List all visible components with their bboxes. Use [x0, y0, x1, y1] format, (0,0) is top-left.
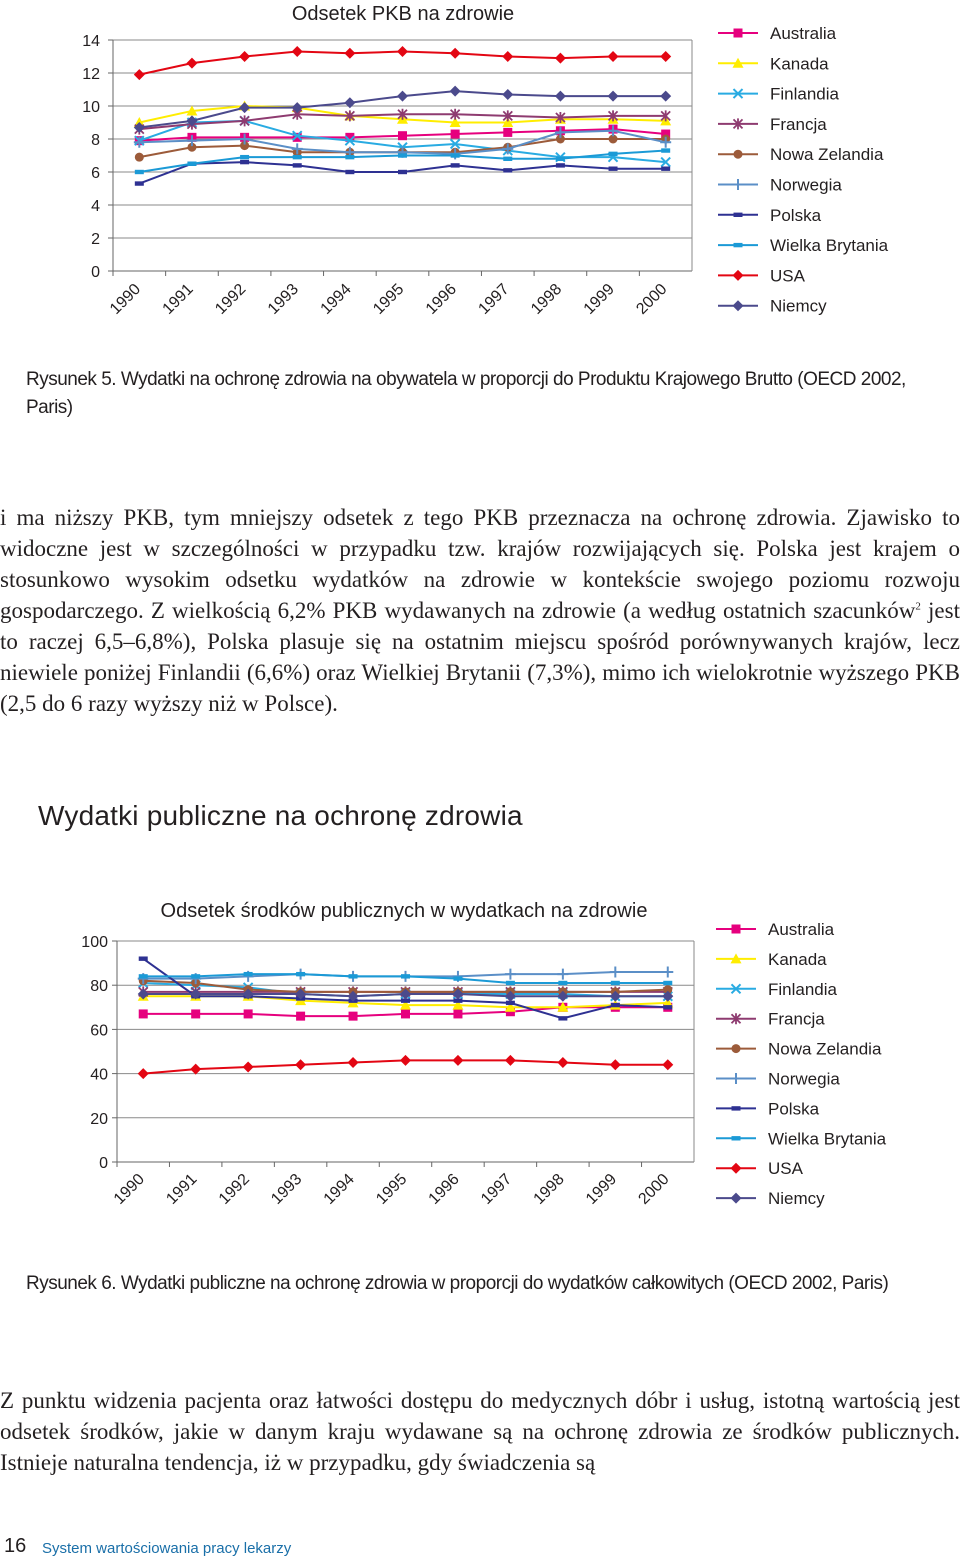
data-point	[611, 1003, 620, 1007]
y-tick-label: 80	[90, 978, 108, 996]
x-tick-label: 2000	[633, 280, 671, 318]
figure-5-caption: Rysunek 5. Wydatki na ochronę zdrowia na obywatela w proporcji do Produktu Krajowego Brutto (OECD 2002, Paris)	[26, 369, 906, 418]
legend-marker	[734, 243, 743, 247]
data-point	[344, 97, 355, 108]
legend-marker	[733, 300, 744, 311]
y-tick-label: 20	[90, 1110, 108, 1128]
data-point	[555, 91, 566, 102]
x-tick-label: 1994	[317, 280, 355, 318]
data-point	[134, 122, 145, 133]
data-point	[239, 102, 250, 113]
legend-item	[716, 1159, 804, 1178]
legend-item	[718, 54, 829, 73]
x-tick-label: 1995	[373, 1170, 411, 1208]
legend-item	[716, 950, 827, 969]
data-point	[556, 157, 565, 161]
x-tick-label: 1994	[320, 1170, 358, 1208]
data-point	[609, 152, 618, 156]
paragraph-1-text-a: i ma niższy PKB, tym mniejszy odsetek z tego PKB przeznacza na ochronę zdrowia. Zjawisko to widoczne jest w szczególności w przypadku tzw. krajów rozwijających się. Polska jest krajem o stosunkowo wysokim odsetku wydatków na zdrowie w kontekście swojego poziomu rozwoju gospodarczego. Z wielkością 6,2% PKB wydawanych na zdrowie (a według ostatnich szacunków	[0, 505, 960, 623]
data-point	[450, 86, 461, 97]
legend-marker	[733, 179, 744, 190]
series-polska	[135, 160, 670, 186]
chart-title: Odsetek środków publicznych w wydatkach na zdrowie	[160, 900, 648, 922]
data-point	[397, 91, 408, 102]
section-title: Wydatki publiczne na ochronę zdrowia	[38, 800, 523, 831]
legend-item	[718, 115, 827, 134]
page-number: 16	[4, 1535, 27, 1557]
x-tick-label: 1999	[580, 280, 618, 318]
legend-item	[716, 1189, 825, 1208]
data-point	[557, 969, 568, 980]
data-point	[349, 974, 358, 978]
y-tick-label: 100	[81, 934, 108, 951]
x-tick-label: 2000	[635, 1170, 673, 1208]
legend-marker	[732, 1136, 741, 1140]
data-point	[243, 1061, 254, 1072]
legend-label: Finlandia	[768, 979, 837, 999]
legend-marker	[731, 1193, 742, 1204]
legend-label: Francja	[768, 1009, 825, 1029]
y-tick-label: 2	[91, 231, 100, 248]
legend-label: Niemcy	[770, 296, 827, 316]
x-tick-label: 1990	[106, 280, 145, 318]
legend-item	[718, 145, 884, 164]
data-point	[663, 981, 672, 985]
data-point	[557, 1057, 568, 1068]
legend-marker	[732, 1106, 741, 1110]
data-point	[191, 974, 200, 978]
data-point	[345, 155, 354, 159]
data-point	[240, 160, 249, 164]
data-point	[450, 48, 461, 59]
y-tick-label: 14	[82, 33, 100, 50]
data-point	[398, 170, 407, 174]
data-point	[451, 163, 460, 167]
x-tick-label: 1991	[163, 1170, 201, 1208]
chart-title: Odsetek PKB na zdrowie	[291, 3, 515, 25]
data-point	[187, 162, 196, 166]
data-point	[453, 976, 462, 980]
y-tick-label: 8	[91, 132, 100, 149]
data-point	[660, 91, 671, 102]
data-point	[452, 1055, 463, 1066]
data-point	[345, 170, 354, 174]
legend-item	[718, 266, 806, 285]
x-tick-label: 1995	[370, 280, 408, 318]
legend-label: Francja	[770, 114, 827, 134]
data-point	[244, 1009, 253, 1018]
data-point	[138, 1068, 149, 1079]
legend-item	[716, 1099, 820, 1118]
footer-title: System wartościowania pracy lekarzy	[42, 1540, 292, 1557]
legend-marker	[734, 150, 743, 159]
data-point	[296, 1012, 305, 1021]
data-point	[240, 155, 249, 159]
data-point	[505, 1055, 516, 1066]
legend-item	[718, 24, 837, 43]
data-point	[556, 163, 565, 167]
data-point	[239, 51, 250, 62]
y-tick-label: 60	[90, 1022, 108, 1040]
legend-item	[716, 1040, 882, 1059]
x-tick-label: 1992	[215, 1170, 253, 1208]
data-point	[502, 89, 513, 100]
x-tick-label: 1993	[268, 1170, 306, 1208]
legend-item	[716, 980, 838, 999]
data-point	[348, 1057, 359, 1068]
data-point	[139, 956, 148, 960]
legend-label: USA	[768, 1159, 803, 1179]
figure-6-caption: Rysunek 6. Wydatki publiczne na ochronę zdrowia w proporcji do wydatków całkowitych (OECD 2002, Paris)	[26, 1273, 889, 1294]
data-point	[451, 130, 460, 139]
x-tick-label: 1998	[530, 1170, 568, 1208]
legend-label: Nowa Zelandia	[770, 145, 884, 165]
data-point	[400, 1055, 411, 1066]
data-point	[293, 163, 302, 167]
footnote-ref: 2	[915, 600, 921, 613]
y-tick-label: 4	[91, 198, 100, 215]
data-point	[244, 972, 253, 976]
data-point	[555, 53, 566, 64]
legend-label: Kanada	[768, 949, 827, 969]
x-tick-label: 1996	[422, 280, 460, 318]
data-point	[191, 1009, 200, 1018]
data-point	[397, 46, 408, 57]
data-point	[451, 153, 460, 157]
data-point	[398, 131, 407, 140]
legend-label: Finlandia	[770, 84, 839, 104]
paragraph-1-text-b: jest to raczej 6,5–6,8%), Polska plasuje się na ostatnim miejscu spośród porównywanych krajów, lecz niewiele poniżej Finlandii (6,6%) oraz Wielkiej Brytanii (7,3%), mimo ich wielokrotnie wyższego PKB (2,5 do 6 razy wyższy niż w Polsce).	[0, 598, 960, 716]
data-point	[344, 48, 355, 59]
chart-public-health-share	[0, 890, 960, 1230]
legend-marker	[732, 1044, 741, 1053]
data-point	[505, 969, 516, 980]
x-tick-label: 1991	[159, 280, 197, 318]
data-point	[661, 167, 670, 171]
data-point	[503, 128, 512, 137]
data-point	[503, 168, 512, 172]
legend-label: Australia	[770, 24, 837, 43]
y-tick-label: 6	[91, 165, 100, 182]
data-point	[135, 153, 144, 162]
data-point	[609, 167, 618, 171]
x-tick-label: 1999	[582, 1170, 621, 1208]
legend-label: Nowa Zelandia	[768, 1039, 882, 1059]
legend-label: Wielka Brytania	[768, 1129, 887, 1149]
series-australia	[135, 125, 670, 146]
series-usa	[138, 1055, 674, 1079]
data-point	[349, 1012, 358, 1021]
legend-label: Norwegia	[768, 1069, 840, 1089]
legend-label: Niemcy	[768, 1189, 825, 1209]
data-point	[558, 1016, 567, 1020]
data-point	[453, 1009, 462, 1018]
data-point	[190, 1064, 201, 1075]
body-paragraph-2: Z punktu widzenia pacjenta oraz łatwości dostępu do medycznych dóbr i usług, istotną wartością jest odsetek środków, jakie w danym kraju wydawane są na ochronę zdrowia ze środków publicznych. Istnieje naturalna tendencja, iż w przypadku, gdy świadczenia są	[0, 1388, 960, 1475]
x-tick-label: 1996	[425, 1170, 463, 1208]
data-point	[292, 46, 303, 57]
legend-item	[716, 1070, 840, 1089]
legend-item	[716, 1129, 887, 1148]
legend-item	[718, 85, 840, 104]
data-point	[401, 974, 410, 978]
y-tick-label: 12	[82, 66, 100, 83]
y-tick-label: 0	[91, 264, 100, 281]
data-point	[661, 148, 670, 152]
data-point	[135, 170, 144, 174]
legend-label: Norwegia	[770, 175, 842, 195]
data-point	[296, 972, 305, 976]
x-tick-label: 1997	[475, 280, 513, 318]
legend-marker	[731, 1073, 742, 1084]
data-point	[134, 69, 145, 80]
data-point	[610, 1059, 621, 1070]
data-point	[503, 157, 512, 161]
data-point	[506, 981, 515, 985]
data-point	[558, 981, 567, 985]
y-tick-label: 0	[99, 1155, 108, 1172]
legend-item	[716, 920, 835, 939]
data-point	[611, 981, 620, 985]
series-finlandia	[135, 116, 670, 166]
data-point	[660, 51, 671, 62]
data-point	[502, 51, 513, 62]
legend-label: Polska	[768, 1099, 820, 1119]
data-point	[608, 91, 619, 102]
data-point	[398, 153, 407, 157]
legend-item	[716, 1010, 825, 1029]
data-point	[293, 155, 302, 159]
chart-health-gdp-share	[0, 0, 960, 330]
legend-item	[718, 236, 889, 255]
data-point	[662, 966, 673, 977]
legend-label: Wielka Brytania	[770, 236, 889, 256]
data-point	[662, 1059, 673, 1070]
legend-marker	[734, 29, 743, 38]
y-tick-label: 40	[90, 1066, 108, 1084]
legend-marker	[733, 270, 744, 281]
data-point	[663, 1005, 672, 1009]
legend-marker	[732, 925, 741, 934]
data-point	[135, 181, 144, 185]
x-tick-label: 1993	[264, 280, 303, 318]
legend-label: Polska	[770, 205, 822, 225]
legend-marker	[731, 1163, 742, 1174]
data-point	[139, 974, 148, 978]
data-point	[139, 1009, 148, 1018]
legend-item	[718, 176, 842, 195]
data-point	[610, 966, 621, 977]
x-tick-label: 1992	[212, 280, 250, 318]
legend-item	[718, 206, 822, 225]
data-point	[186, 58, 197, 69]
data-point	[401, 1009, 410, 1018]
x-tick-label: 1990	[110, 1170, 149, 1208]
legend-label: Australia	[768, 920, 835, 939]
legend-item	[718, 297, 827, 316]
data-point	[295, 1059, 306, 1070]
legend-marker	[734, 213, 743, 217]
y-tick-label: 10	[82, 99, 100, 116]
series-usa	[134, 46, 671, 80]
legend-label: Kanada	[770, 54, 829, 74]
body-paragraph-1	[0, 502, 960, 719]
x-tick-label: 1998	[528, 280, 566, 318]
data-point	[608, 51, 619, 62]
legend-label: USA	[770, 266, 805, 286]
x-tick-label: 1997	[478, 1170, 516, 1208]
